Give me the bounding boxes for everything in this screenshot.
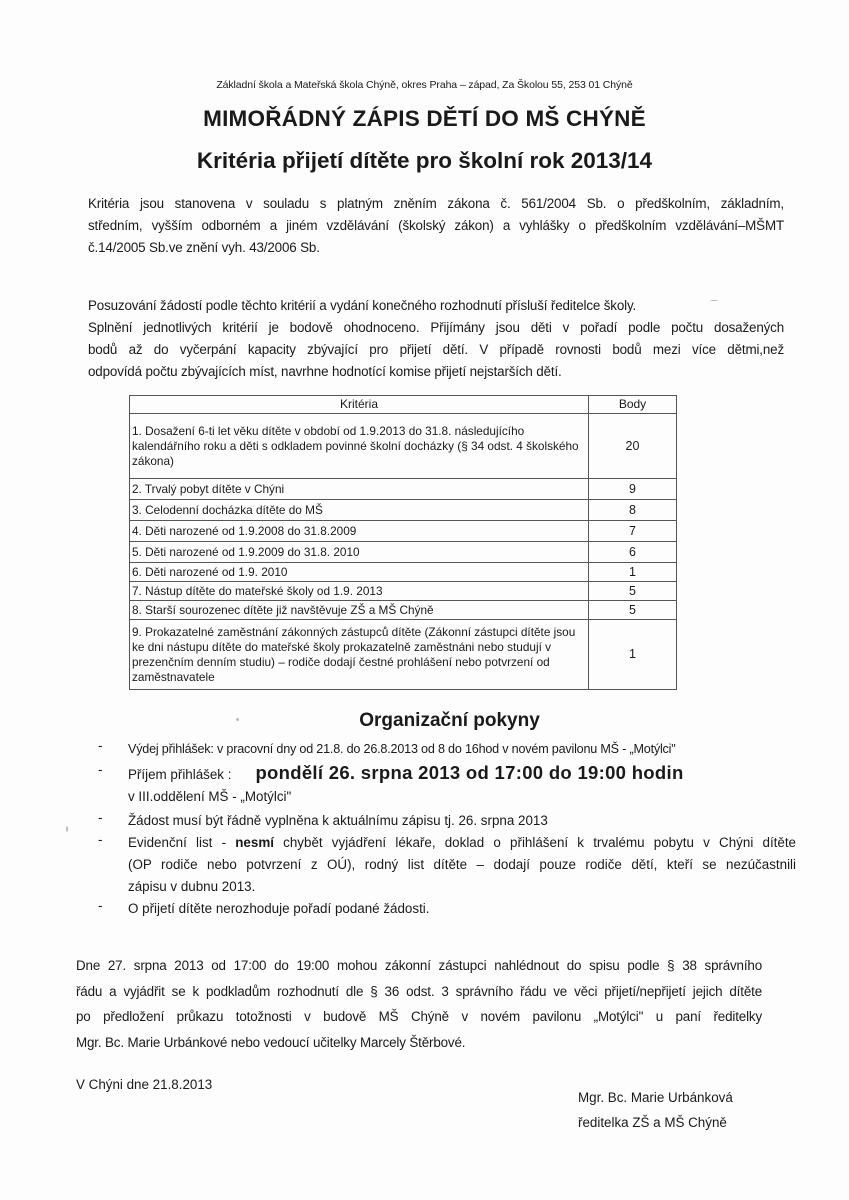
scan-speck bbox=[710, 300, 718, 301]
table-row bbox=[130, 500, 677, 521]
criterion-cell: 9. Prokazatelné zaměstnání zákonných zástupců dítěte (Zákonní zástupci dítěte jsou ke dni nástupu dítěte do mateřské školy prokazatelně zaměstnáni nebo studují v prezenčním denním studiu) – rodiče dodají čestné prohlášení nebo potvrzení od zaměstnavatele bbox=[130, 620, 589, 690]
points-cell: 1 bbox=[589, 563, 677, 582]
table-row bbox=[130, 620, 677, 690]
criterion-cell: 6. Děti narozené od 1.9. 2010 bbox=[130, 563, 589, 582]
criterion-cell: 7. Nástup dítěte do mateřské školy od 1.9. 2013 bbox=[130, 582, 589, 601]
dash-bullet-icon: - bbox=[98, 762, 103, 777]
organization-heading: Organizační pokyny bbox=[359, 710, 540, 731]
list-item-label: Příjem přihlášek : bbox=[128, 767, 232, 782]
dash-bullet-icon: - bbox=[98, 832, 103, 847]
table-row bbox=[130, 414, 677, 479]
inspection-line: Dne 27. srpna 2013 od 17:00 do 19:00 mohou zákonní zástupci nahlédnout do spisu podle § 38 správního bbox=[76, 958, 762, 973]
table-row bbox=[130, 563, 677, 582]
list-item bbox=[98, 762, 798, 808]
intro-line: středním, vyšším odborném a jiném vzdělávání (školský zákon) a vyhlášky o předškolním vzdělávání–MŠMT bbox=[88, 218, 784, 233]
list-item-text: Výdej přihlášek: v pracovní dny od 21.8. do 26.8.2013 od 8 do 16hod v novém pavilonu MŠ - „Motýlci" bbox=[128, 742, 676, 756]
signature-block bbox=[578, 1085, 733, 1135]
assessment-line: bodů až do vyčerpání kapacity zbývající pro přijetí dětí. V případě rovnosti bodů mezi více dětmi,než bbox=[88, 342, 784, 357]
criterion-cell: 3. Celodenní docházka dítěte do MŠ bbox=[130, 500, 589, 521]
document-subtitle: Kritéria přijetí dítěte pro školní rok 2013/14 bbox=[196, 148, 653, 173]
table-row bbox=[130, 479, 677, 500]
organization-list bbox=[98, 738, 798, 920]
assessment-line: Splnění jednotlivých kritérií je bodově ohodnoceno. Přijímány jsou děti v pořadí podle počtu dosažených bbox=[88, 320, 784, 335]
criteria-table bbox=[129, 395, 677, 690]
points-cell: 8 bbox=[589, 500, 677, 521]
document-title: MIMOŘÁDNÝ ZÁPIS DĚTÍ DO MŠ CHÝNĚ bbox=[203, 106, 646, 131]
dash-bullet-icon: - bbox=[98, 898, 103, 913]
inspection-line: po předložení průkazu totožnosti v budově MŠ Chýně v novém pavilonu „Motýlci" u paní ředitelky bbox=[76, 1009, 762, 1024]
scan-speck bbox=[236, 718, 239, 721]
points-cell: 5 bbox=[589, 582, 677, 601]
signatory-role: ředitelka ZŠ a MŠ Chýně bbox=[578, 1115, 727, 1130]
intro-paragraph bbox=[88, 193, 784, 259]
inspection-line: řádu a vyjádřit se k podkladům rozhodnutí dle § 36 odst. 3 správního řádu ve věci přijetí/nepřijetí jejich dítěte bbox=[76, 983, 762, 999]
list-item bbox=[98, 832, 798, 898]
criterion-cell: 1. Dosažení 6-ti let věku dítěte v období od 1.9.2013 do 31.8. následujícího kalendářního roku a děti s odkladem povinné školní docházky (§ 34 odst. 4 školského zákona) bbox=[130, 414, 589, 479]
intro-line: Kritéria jsou stanovena v souladu s platným zněním zákona č. 561/2004 Sb. o předškolním, základním, bbox=[88, 196, 784, 211]
scan-speck bbox=[66, 826, 68, 832]
list-item-emphasis: nesmí bbox=[235, 835, 274, 850]
list-item-text: Žádost musí být řádně vyplněna k aktuálnímu zápisu tj. 26. srpna 2013 bbox=[128, 813, 548, 828]
list-item-text: zápisu v dubnu 2013. bbox=[128, 879, 256, 894]
list-item bbox=[98, 898, 798, 920]
list-item-prefix: Evidenční list - bbox=[128, 835, 236, 850]
points-cell: 7 bbox=[589, 521, 677, 542]
submission-date-highlight: pondělí 26. srpna 2013 od 17:00 do 19:00 hodin bbox=[255, 762, 684, 783]
points-cell: 9 bbox=[589, 479, 677, 500]
list-item-text: chybět vyjádření lékaře, doklad o přihlášení k trvalému pobytu v Chýni dítěte bbox=[273, 835, 796, 850]
signatory-name: Mgr. Bc. Marie Urbánková bbox=[578, 1090, 733, 1105]
criterion-cell: 4. Děti narozené od 1.9.2008 do 31.8.2009 bbox=[130, 521, 589, 542]
criterion-cell: 2. Trvalý pobyt dítěte v Chýni bbox=[130, 479, 589, 500]
criterion-cell: 8. Starší sourozenec dítěte již navštěvuje ZŠ a MŠ Chýně bbox=[130, 601, 589, 620]
points-cell: 1 bbox=[589, 620, 677, 690]
assessment-line: Posuzování žádostí podle těchto kritérií a vydání konečného rozhodnutí přísluší ředitelce školy. bbox=[88, 298, 637, 313]
inspection-paragraph bbox=[76, 953, 762, 1055]
table-row bbox=[130, 582, 677, 601]
table-row bbox=[130, 601, 677, 620]
table-row bbox=[130, 521, 677, 542]
points-cell: 20 bbox=[589, 414, 677, 479]
assessment-paragraph bbox=[88, 295, 784, 383]
assessment-line: odpovídá počtu zbývajících míst, navrhne hodnotící komise přijetí nejstarších dětí. bbox=[88, 364, 562, 379]
dash-bullet-icon: - bbox=[98, 738, 103, 753]
criterion-cell: 5. Děti narozené od 1.9.2009 do 31.8. 2010 bbox=[130, 542, 589, 563]
list-item-text: O přijetí dítěte nerozhoduje pořadí podané žádosti. bbox=[128, 901, 430, 916]
list-item-continuation: v III.oddělení MŠ - „Motýlci" bbox=[128, 789, 292, 804]
column-header-points: Body bbox=[589, 396, 677, 414]
table-header-row bbox=[130, 396, 677, 414]
list-item bbox=[98, 810, 798, 832]
list-item bbox=[98, 738, 798, 760]
column-header-criteria: Kritéria bbox=[130, 396, 589, 414]
intro-line: č.14/2005 Sb.ve znění vyh. 43/2006 Sb. bbox=[88, 240, 320, 255]
points-cell: 5 bbox=[589, 601, 677, 620]
list-item-text: (OP rodiče nebo potvrzení z OÚ), rodný list dítěte – dodají pouze rodiče dětí, kteří se nezúčastnili bbox=[128, 857, 796, 872]
points-cell: 6 bbox=[589, 542, 677, 563]
place-and-date: V Chýni dne 21.8.2013 bbox=[76, 1077, 213, 1092]
dash-bullet-icon: - bbox=[98, 810, 103, 825]
school-address: Základní škola a Mateřská škola Chýně, okres Praha – západ, Za Školou 55, 253 01 Chýně bbox=[216, 79, 633, 91]
inspection-line: Mgr. Bc. Marie Urbánkové nebo vedoucí učitelky Marcely Štěrbové. bbox=[76, 1034, 466, 1050]
table-row bbox=[130, 542, 677, 563]
